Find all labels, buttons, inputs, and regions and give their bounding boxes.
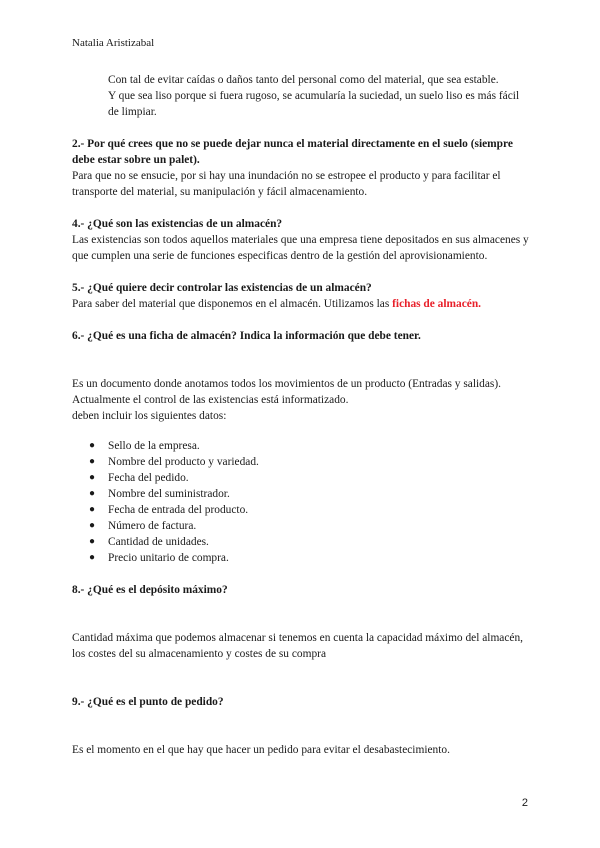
list-item-text: Cantidad de unidades. (108, 536, 209, 548)
list-item (72, 518, 532, 534)
list-item (72, 438, 532, 454)
question-6-para-2: Actualmente el control de las existencias está informatizado. (72, 394, 349, 406)
list-item (72, 486, 532, 502)
question-6-para-1: Es un documento donde anotamos todos los movimientos de un producto (Entradas y salidas). (72, 378, 501, 390)
question-5-title: 5.- ¿Qué quiere decir controlar las existencias de un almacén? (72, 282, 372, 294)
bullet-icon: ● (89, 488, 96, 499)
list-item (72, 550, 532, 566)
list-item (72, 534, 532, 550)
list-item-text: Fecha del pedido. (108, 472, 189, 484)
list-item-text: Nombre del suministrador. (108, 488, 230, 500)
question-9-answer: Es el momento en el que hay que hacer un pedido para evitar el desabastecimiento. (72, 744, 450, 756)
bullet-icon: ● (89, 504, 96, 515)
intro-line-1: Con tal de evitar caídas o daños tanto del personal como del material, que sea estable. (108, 74, 499, 86)
intro-block (72, 72, 532, 120)
bullet-icon: ● (89, 456, 96, 467)
header-author: Natalia Aristizabal (72, 37, 155, 49)
question-4-title: 4.- ¿Qué son las existencias de un almacén? (72, 218, 283, 230)
page-number: 2 (521, 797, 528, 809)
bullet-icon: ● (89, 520, 96, 531)
fichas-highlight: fichas de almacén. (392, 298, 482, 310)
question-2-title: 2.- Por qué crees que no se puede dejar nunca el material directamente en el suelo (siempre debe estar sobre un palet). (72, 138, 513, 166)
required-data-list (72, 438, 532, 566)
intro-line-2: Y que sea liso porque si fuera rugoso, se acumularía la suciedad, un suelo liso es más fácil de limpiar. (108, 90, 520, 118)
list-item (72, 502, 532, 518)
question-5-answer-text: Para saber del material que disponemos en el almacén. Utilizamos las (72, 298, 393, 310)
question-9-title: 9.- ¿Qué es el punto de pedido? (72, 696, 224, 708)
question-8-title: 8.- ¿Qué es el depósito máximo? (72, 584, 228, 596)
list-item (72, 454, 532, 470)
list-item-text: Nombre del producto y variedad. (108, 456, 259, 468)
list-item-text: Fecha de entrada del producto. (108, 504, 249, 516)
list-item-text: Número de factura. (108, 520, 197, 532)
question-6-title: 6.- ¿Qué es una ficha de almacén? Indica la información que debe tener. (72, 330, 421, 342)
question-8-answer: Cantidad máxima que podemos almacenar si tenemos en cuenta la capacidad máximo del almacén, los costes del su almacenamiento y costes de su compra (72, 632, 524, 660)
bullet-icon: ● (89, 440, 96, 451)
bullet-icon: ● (89, 552, 96, 563)
list-item-text: Precio unitario de compra. (108, 552, 229, 564)
question-2-answer: Para que no se ensucie, por si hay una inundación no se estropee el producto y para facilitar el transporte del material, su manipulación y fácil almacenamiento. (72, 170, 501, 198)
list-item-text: Sello de la empresa. (108, 440, 200, 452)
question-5-answer (72, 296, 532, 312)
question-6-para-3: deben incluir los siguientes datos: (72, 410, 227, 422)
question-4-answer: Las existencias son todos aquellos materiales que una empresa tiene depositados en sus almacenes y que cumplen una serie de funciones especificas dentro de la gestión del aprovisionamiento. (72, 234, 529, 262)
list-item (72, 470, 532, 486)
bullet-icon: ● (89, 536, 96, 547)
bullet-icon: ● (89, 472, 96, 483)
document-body (72, 72, 532, 758)
